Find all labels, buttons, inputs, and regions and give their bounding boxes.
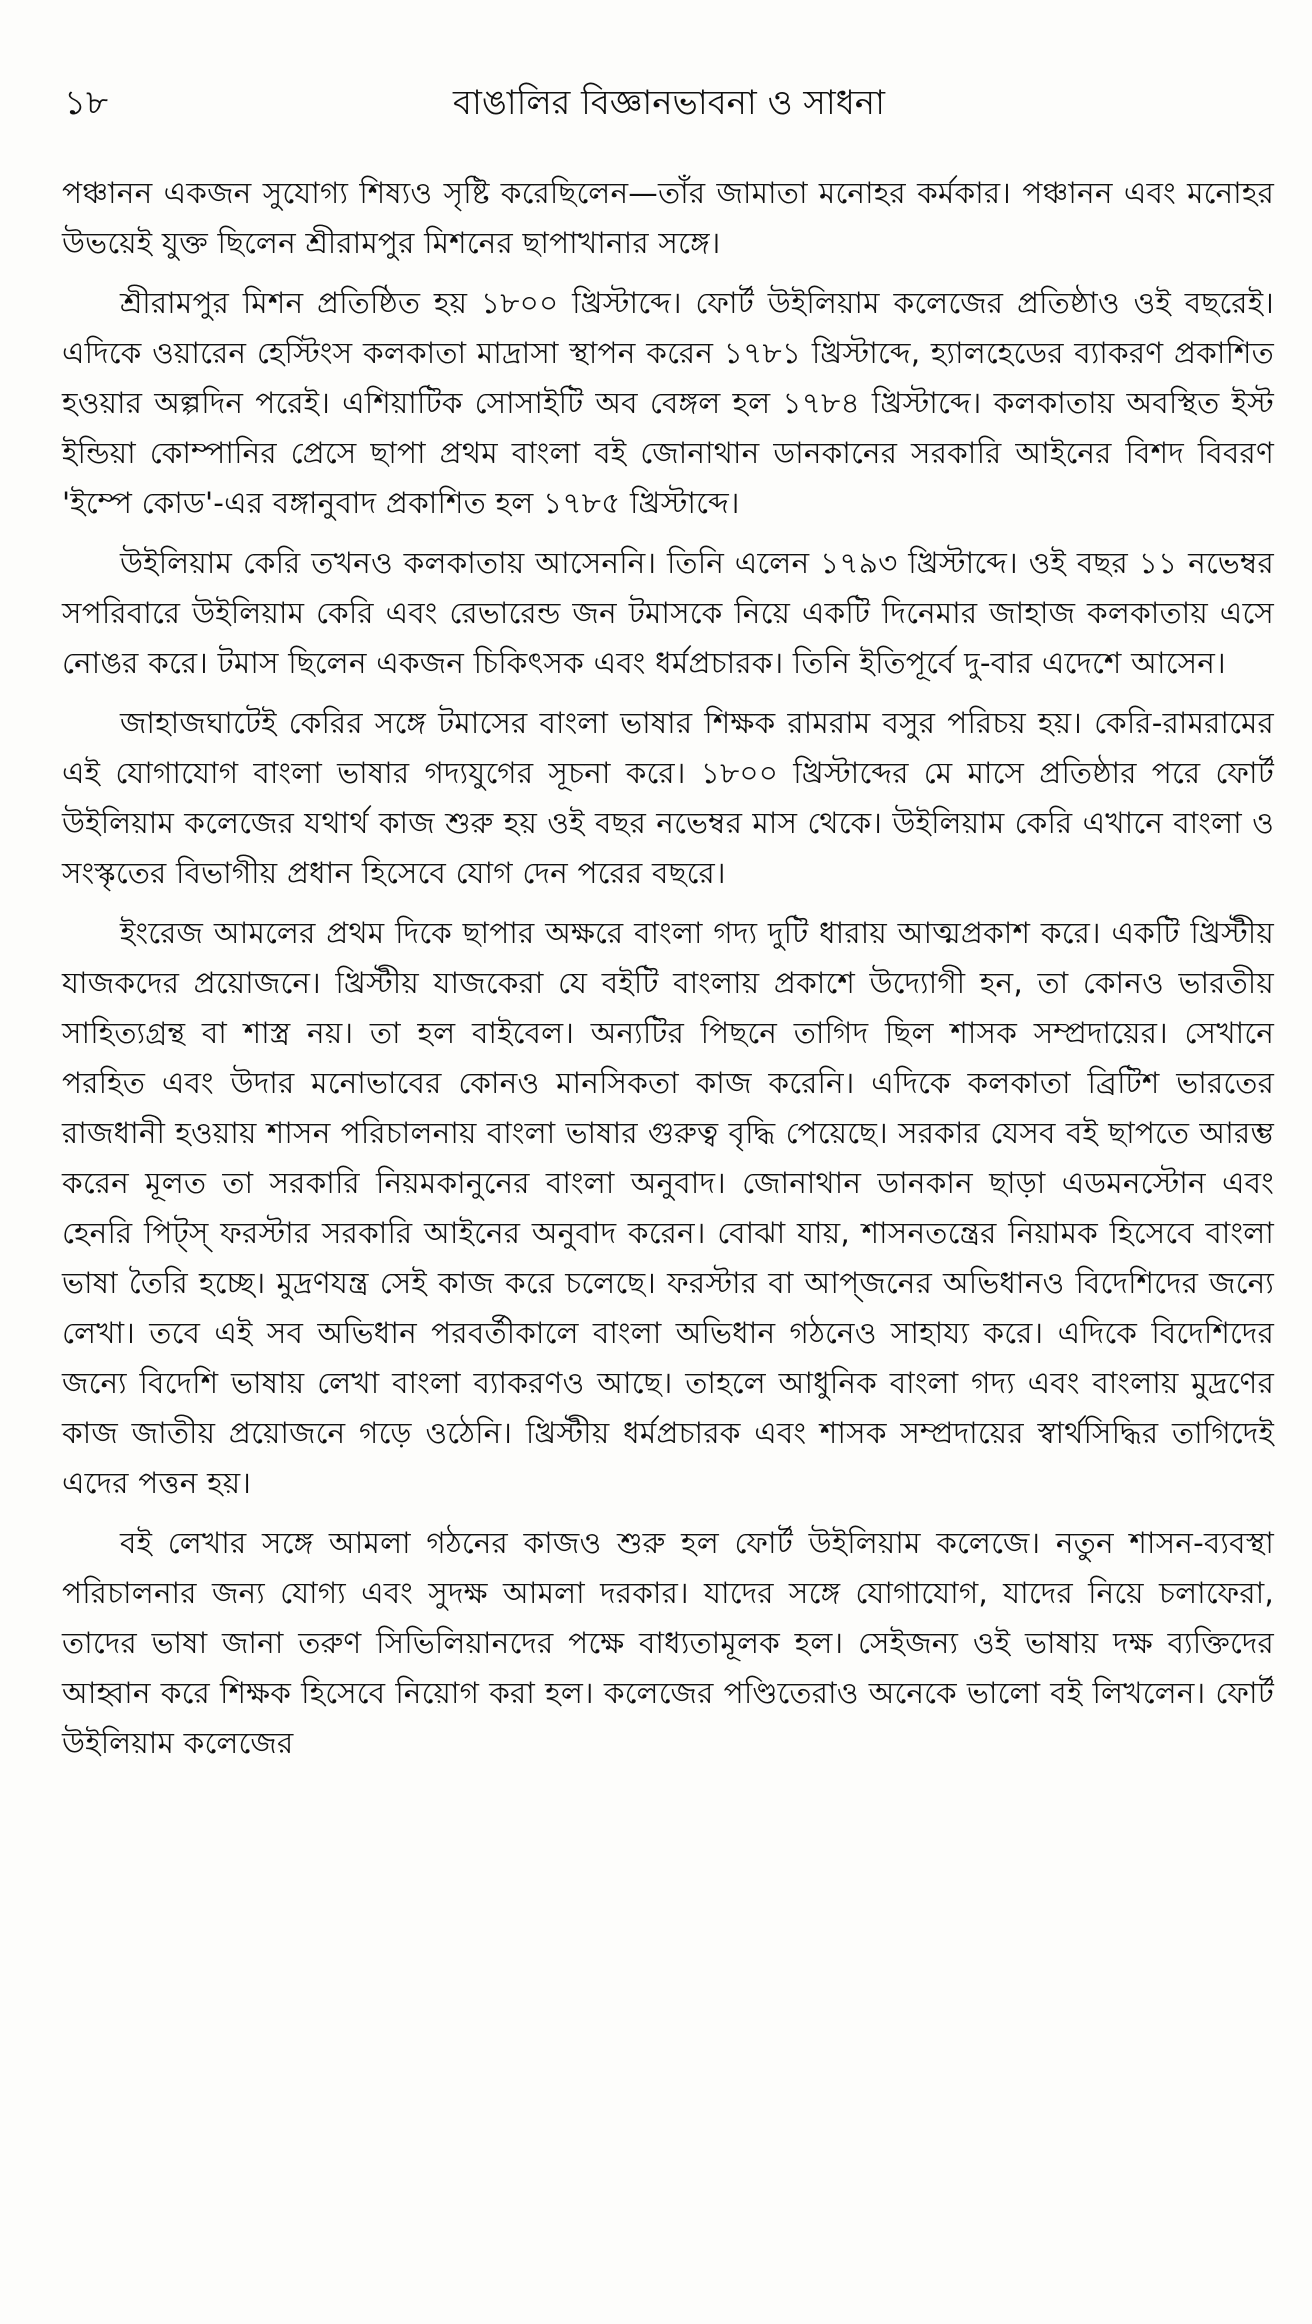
paragraph-5: ইংরেজ আমলের প্রথম দিকে ছাপার অক্ষরে বাংলা গদ্য দুটি ধারায় আত্মপ্রকাশ করে। একটি খ্রিস্টীয় যাজকদের প্রয়োজনে। খ্রিস্টীয় যাজকেরা যে বইটি বাংলায় প্রকাশে উদ্যোগী হন, তা কোনও ভারতীয় সাহিত্যগ্রন্থ বা শাস্ত্র নয়। তা হল বাইবেল। অন্যটির পিছনে তাগিদ ছিল শাসক সম্প্রদায়ের। সেখানে পরহিত এবং উদার মনোভাবের কোনও মানসিকতা কাজ করেনি। এদিকে কলকাতা ব্রিটিশ ভারতের রাজধানী হওয়ায় শাসন পরিচালনায় বাংলা ভাষার গুরুত্ব বৃদ্ধি পেয়েছে। সরকার যেসব বই ছাপতে আরম্ভ করেন মূলত তা সরকারি নিয়মকানুনের বাংলা অনুবাদ। জোনাথান ডানকান ছাড়া এডমনস্টোন এবং হেনরি পিট্স্ ফরস্টার সরকারি আইনের অনুবাদ করেন। বোঝা যায়, শাসনতন্ত্রের নিয়ামক হিসেবে বাংলা ভাষা তৈরি হচ্ছে। মুদ্রণযন্ত্র সেই কাজ করে চলেছে। ফরস্টার বা আপ্জনের অভিধানও বিদেশিদের জন্যে লেখা। তবে এই সব অভিধান পরবর্তীকালে বাংলা অভিধান গঠনেও সাহায্য করে। এদিকে বিদেশিদের জন্যে বিদেশি ভাষায় লেখা বাংলা ব্যাকরণও আছে। তাহলে আধুনিক বাংলা গদ্য এবং বাংলায় মুদ্রণের কাজ জাতীয় প্রয়োজনে গড়ে ওঠেনি। খ্রিস্টীয় ধর্মপ্রচারক এবং শাসক সম্প্রদায়ের স্বার্থসিদ্ধির তাগিদেই এদের পত্তন হয়। <box>62 916 1274 1500</box>
body-text <box>62 168 1274 1778</box>
paragraph-1: পঞ্চানন একজন সুযোগ্য শিষ্যও সৃষ্টি করেছিলেন—তাঁর জামাতা মনোহর কর্মকার। পঞ্চানন এবং মনোহর উভয়েই যুক্ত ছিলেন শ্রীরামপুর মিশনের ছাপাখানার সঙ্গে। <box>62 176 1274 260</box>
paragraph-2: শ্রীরামপুর মিশন প্রতিষ্ঠিত হয় ১৮০০ খ্রিস্টাব্দে। ফোর্ট উইলিয়াম কলেজের প্রতিষ্ঠাও ওই বছরেই। এদিকে ওয়ারেন হেস্টিংস কলকাতা মাদ্রাসা স্থাপন করেন ১৭৮১ খ্রিস্টাব্দে, হ্যালহেডের ব্যাকরণ প্রকাশিত হওয়ার অল্পদিন পরেই। এশিয়াটিক সোসাইটি অব বেঙ্গল হল ১৭৮৪ খ্রিস্টাব্দে। কলকাতায় অবস্থিত ইস্ট ইন্ডিয়া কোম্পানির প্রেসে ছাপা প্রথম বাংলা বই জোনাথান ডানকানের সরকারি আইনের বিশদ বিবরণ 'ইম্পে কোড'-এর বঙ্গানুবাদ প্রকাশিত হল ১৭৮৫ খ্রিস্টাব্দে। <box>62 286 1274 520</box>
running-title: বাঙালির বিজ্ঞানভাবনা ও সাধনা <box>453 83 885 123</box>
paragraph-3: উইলিয়াম কেরি তখনও কলকাতায় আসেননি। তিনি এলেন ১৭৯৩ খ্রিস্টাব্দে। ওই বছর ১১ নভেম্বর সপরিবারে উইলিয়াম কেরি এবং রেভারেন্ড জন টমাসকে নিয়ে একটি দিনেমার জাহাজ কলকাতায় এসে নোঙর করে। টমাস ছিলেন একজন চিকিৎসক এবং ধর্মপ্রচারক। তিনি ইতিপূর্বে দু-বার এদেশে আসেন। <box>62 546 1274 680</box>
paragraph-6: বই লেখার সঙ্গে আমলা গঠনের কাজও শুরু হল ফোর্ট উইলিয়াম কলেজে। নতুন শাসন-ব্যবস্থা পরিচালনার জন্য যোগ্য এবং সুদক্ষ আমলা দরকার। যাদের সঙ্গে যোগাযোগ, যাদের নিয়ে চলাফেরা, তাদের ভাষা জানা তরুণ সিভিলিয়ানদের পক্ষে বাধ্যতামূলক হল। সেইজন্য ওই ভাষায় দক্ষ ব্যক্তিদের আহ্বান করে শিক্ষক হিসেবে নিয়োগ করা হল। কলেজের পণ্ডিতেরাও অনেকে ভালো বই লিখলেন। ফোর্ট উইলিয়াম কলেজের <box>62 1526 1274 1760</box>
page-number: ১৮ <box>64 83 109 123</box>
paragraph-4: জাহাজঘাটেই কেরির সঙ্গে টমাসের বাংলা ভাষার শিক্ষক রামরাম বসুর পরিচয় হয়। কেরি-রামরামের এই যোগাযোগ বাংলা ভাষার গদ্যযুগের সূচনা করে। ১৮০০ খ্রিস্টাব্দের মে মাসে প্রতিষ্ঠার পরে ফোর্ট উইলিয়াম কলেজের যথার্থ কাজ শুরু হয় ওই বছর নভেম্বর মাস থেকে। উইলিয়াম কেরি এখানে বাংলা ও সংস্কৃতের বিভাগীয় প্রধান হিসেবে যোগ দেন পরের বছরে। <box>62 706 1274 890</box>
page-header <box>64 78 1274 138</box>
